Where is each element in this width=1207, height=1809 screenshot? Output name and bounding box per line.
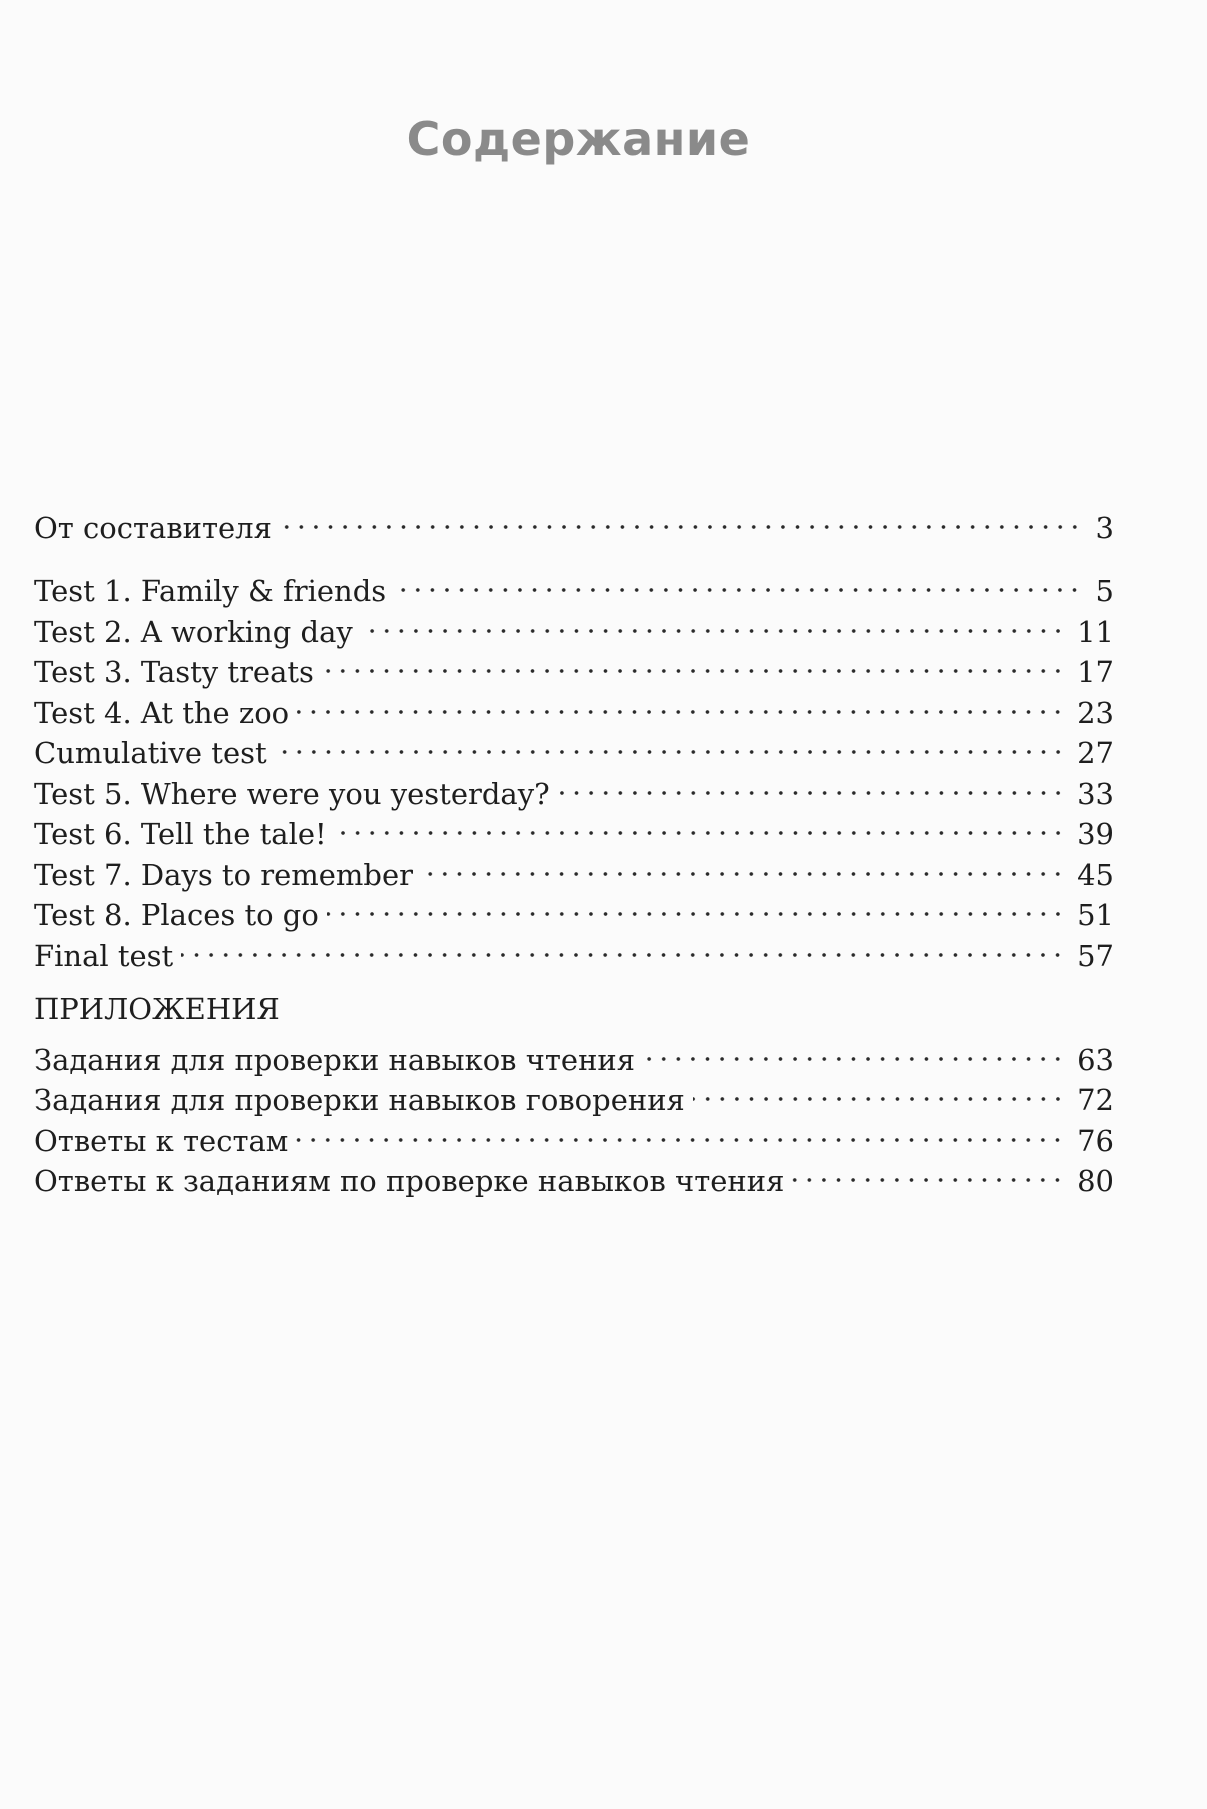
toc-entry-page: 45 <box>1077 857 1114 892</box>
toc-entry-label: Cumulative test <box>34 736 267 770</box>
dot-leader <box>643 1029 1065 1070</box>
toc-entry-page: 3 <box>1095 510 1114 545</box>
dot-leader <box>280 497 1082 538</box>
toc-entry-page: 23 <box>1077 695 1114 730</box>
dot-leader <box>394 561 1082 602</box>
toc-entry-page: 63 <box>1077 1042 1114 1077</box>
toc-entry-page: 72 <box>1077 1083 1114 1117</box>
toc-entry-label: Test 4. At the zoo <box>34 695 290 730</box>
toc-entry-page: 80 <box>1077 1164 1114 1198</box>
toc-entry-page: 33 <box>1077 776 1114 811</box>
dot-leader <box>335 804 1065 845</box>
toc-entry <box>34 561 1114 608</box>
toc-entry-page: 5 <box>1095 574 1114 608</box>
toc-entry-label: Test 1. Family & friends <box>34 574 387 608</box>
toc-entry-page: 76 <box>1077 1123 1114 1158</box>
table-of-contents <box>34 497 1114 1198</box>
toc-entry-label: Задания для проверки навыков чтения <box>34 1042 636 1077</box>
toc-entry <box>34 925 1114 973</box>
dot-leader <box>296 1110 1065 1151</box>
dot-leader <box>693 1070 1065 1111</box>
dot-leader <box>275 723 1065 764</box>
tests-section <box>34 561 1114 973</box>
toc-entry-label: Test 5. Where were you yesterday? <box>34 776 550 811</box>
appendix-section <box>34 989 1114 1198</box>
toc-entry-page: 51 <box>1077 898 1114 932</box>
toc-entry-label: От составителя <box>34 510 272 545</box>
toc-entry-label: Задания для проверки навыков говорения <box>34 1083 685 1117</box>
dot-leader <box>322 642 1065 683</box>
toc-entry-label: Ответы к заданиям по проверке навыков чтения <box>34 1164 785 1198</box>
dot-leader <box>327 885 1065 926</box>
toc-entry-label: Test 2. A working day <box>34 614 353 649</box>
toc-entry-label: Test 7. Days to remember <box>34 857 414 892</box>
appendix-heading: ПРИЛОЖЕНИЯ <box>34 991 280 1026</box>
dot-leader <box>558 763 1065 804</box>
toc-entry-page: 57 <box>1077 938 1114 973</box>
toc-entry-intro <box>34 497 1114 545</box>
toc-entry-page: 17 <box>1077 655 1114 689</box>
dot-leader <box>361 601 1065 642</box>
toc-entry-label: Test 6. Tell the tale! <box>34 817 327 851</box>
toc-entry-label: Test 3. Tasty treats <box>34 655 314 689</box>
dot-leader <box>421 844 1065 885</box>
toc-entry-page: 39 <box>1077 817 1114 851</box>
page-title: Содержание <box>406 112 751 166</box>
toc-entry <box>34 1029 1114 1077</box>
toc-entry-label: Ответы к тестам <box>34 1123 289 1158</box>
dot-leader <box>181 925 1065 966</box>
dot-leader <box>792 1151 1065 1192</box>
toc-entry-page: 27 <box>1077 736 1114 770</box>
toc-entry-page: 11 <box>1077 614 1114 649</box>
toc-entry-label: Final test <box>34 938 174 973</box>
dot-leader <box>297 682 1065 723</box>
toc-entry-label: Test 8. Places to go <box>34 898 319 932</box>
